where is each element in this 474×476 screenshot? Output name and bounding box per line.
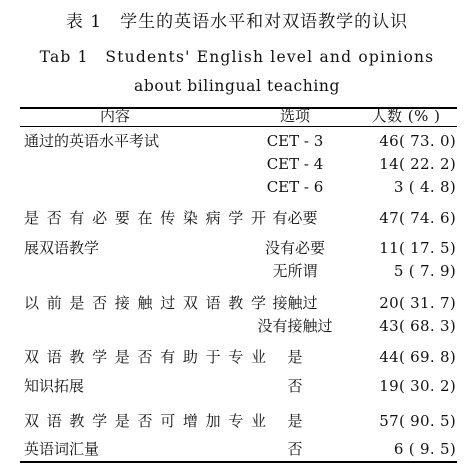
row-option: 是	[287, 348, 303, 366]
row-option: 无所谓	[272, 262, 318, 280]
header-option: 选项	[279, 107, 310, 125]
row-count: 46( 73. 0)	[379, 132, 456, 150]
row-count: 6 ( 9. 5)	[393, 440, 456, 458]
row-option: 有必要	[272, 209, 318, 227]
row-content: 双语教学是否有助于专业	[24, 348, 266, 366]
row-content: 知识拓展	[24, 377, 85, 395]
table-bottom-rule	[20, 461, 457, 463]
row-option: 是	[287, 412, 303, 430]
table-title-chinese: 表 1 学生的英语水平和对双语教学的认识	[65, 12, 409, 32]
row-option: CET - 3	[266, 132, 324, 150]
row-content: 双语教学是否可增加专业	[24, 412, 266, 430]
row-count: 43( 68. 3)	[379, 317, 456, 335]
row-option: 否	[287, 377, 303, 395]
row-content: 通过的英语水平考试	[24, 132, 160, 150]
row-count: 11( 17. 5)	[379, 239, 456, 257]
table-title-english-line2: about bilingual teaching	[133, 77, 340, 95]
row-content: 英语词汇量	[24, 440, 100, 458]
row-count: 19( 30. 2)	[379, 377, 456, 395]
row-count: 20( 31. 7)	[379, 294, 456, 312]
row-content: 展双语教学	[24, 239, 100, 257]
row-option: 没有接触过	[257, 317, 333, 335]
row-count: 14( 22. 2)	[379, 155, 456, 173]
row-count: 57( 90. 5)	[379, 412, 456, 430]
row-content: 是否有必要在传染病学开	[24, 209, 266, 227]
row-option: CET - 4	[266, 155, 324, 173]
row-content: 以前是否接触过双语教学	[24, 294, 266, 312]
row-option: 否	[287, 440, 303, 458]
row-option: 接触过	[272, 294, 318, 312]
table-header-rule	[20, 126, 457, 127]
row-option: CET - 6	[266, 178, 324, 196]
row-count: 44( 69. 8)	[379, 348, 456, 366]
header-count: 人数 (% )	[371, 107, 441, 125]
row-count: 5 ( 7. 9)	[393, 262, 456, 280]
row-count: 47( 74. 6)	[379, 209, 456, 227]
row-option: 没有必要	[264, 239, 325, 257]
table-title-english-line1: Tab 1 Students' English level and opinions	[39, 48, 435, 66]
row-count: 3 ( 4. 8)	[393, 178, 456, 196]
header-content: 内容	[100, 107, 131, 125]
